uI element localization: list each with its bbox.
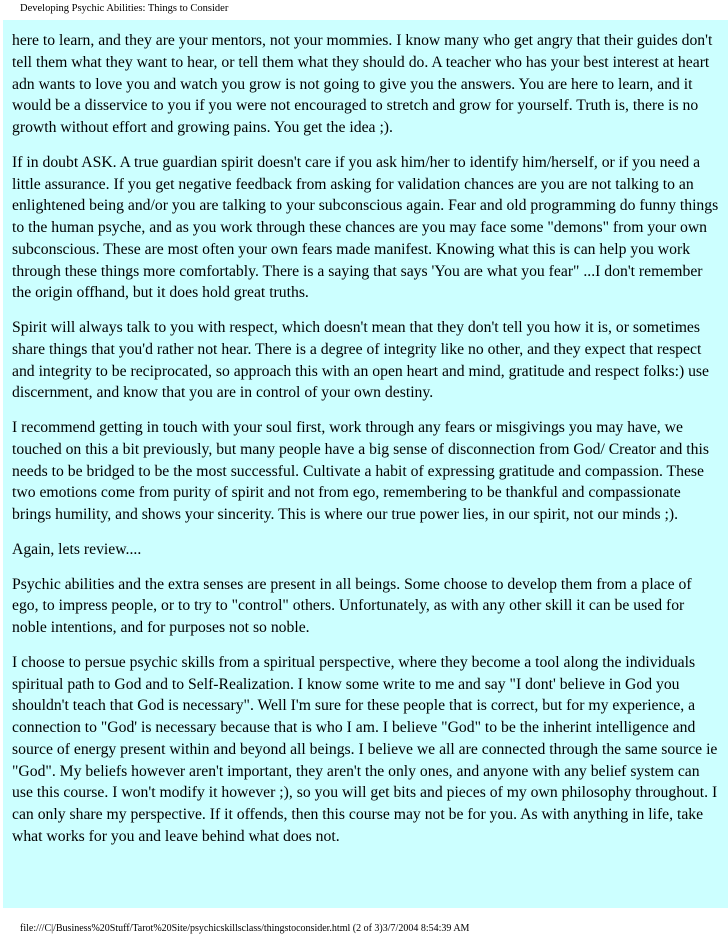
- paragraph-mentors: here to learn, and they are your mentors, not your mommies. I know many who get angry that their guides don't tell them what they want to hear, or tell them what they should do. A teacher who has your best interest at heart adn wants to love you and watch you grow is not going to give you the answers. You are here to learn, and it would be a disservice to you if you were not encouraged to stretch and grow for yourself. Truth is, there is no growth without effort and growing pains. You get the idea ;).: [12, 32, 713, 136]
- paragraph-psychic-abilities: Psychic abilities and the extra senses are present in all beings. Some choose to develop them from a place of ego, to impress people, or to try to "control" others. Unfortunately, as with any other skill it can be used for noble intentions, and for purposes not so noble.: [12, 575, 692, 636]
- paragraph-spiritual-perspective: I choose to persue psychic skills from a spiritual perspective, where they become a tool along the individuals spiritual path to God and to Self-Realization. I know some write to me and say "I dont' believe in God you shouldn't teach that God is necessary". Well I'm sure for these people that is correct, but for my experience, a connection to "God' is necessary because that is who I am. I believe "God" to be the inherint intelligence and source of energy present within and beyond all beings. I believe we all are connected through the same source ie "God". My beliefs however aren't important, they aren't the only ones, and anyone with any belief system can use this course. I won't modify it however ;), so you will get bits and pieces of my own philosophy throughout. I can only share my perspective. If it offends, then this course may not be for you. As with anything in life, take what works for you and leave behind what does not.: [12, 653, 718, 845]
- article-body: [3, 20, 728, 908]
- paragraph-spirit-respect: Spirit will always talk to you with respect, which doesn't mean that they don't tell you how it is, or sometimes share things that you'd rather not hear. There is a degree of integrity like no other, and they expect that respect and integrity to be reciprocated, so approach this with an open heart and mind, gratitude and respect folks:) use discernment, and know that you are in control of your own destiny.: [12, 319, 709, 402]
- paragraph-soul-first: I recommend getting in touch with your soul first, work through any fears or misgivings you may have, we touched on this a bit previously, but many people have a big sense of disconnection from God/ Creator and this needs to be bridged to be the most successful. Cultivate a habit of expressing gratitude and compassion. These two emotions come from purity of spirit and not from ego, remembering to be thankful and compassionate brings humility, and shows your sincerity. This is where our true power lies, in our spirit, not our minds ;).: [12, 419, 709, 523]
- paragraph-if-in-doubt-ask: If in doubt ASK. A true guardian spirit doesn't care if you ask him/her to identify him/herself, or if you need a little assurance. If you get negative feedback from asking for validation chances are you are not talking to an enlightened being and/or you are talking to your subconscious again. Fear and old programming do funny things to the human psyche, and as you work through these chances are you may face some "demons" from your own subconscious. These are most often your own fears made manifest. Knowing what this is can help you work through these things more comfortably. There is a saying that says 'You are what you fear" ...I don't remember the origin offhand, but it does hold great truths.: [12, 153, 719, 302]
- paragraph-review: Again, lets review....: [12, 540, 142, 558]
- page-title: Developing Psychic Abilities: Things to Consider: [20, 3, 229, 14]
- file-path-footer: file:///C|/Business%20Stuff/Tarot%20Site/psychicskillsclass/thingstoconsider.html (2 of 3)3/7/2004 8:54:39 AM: [20, 923, 470, 934]
